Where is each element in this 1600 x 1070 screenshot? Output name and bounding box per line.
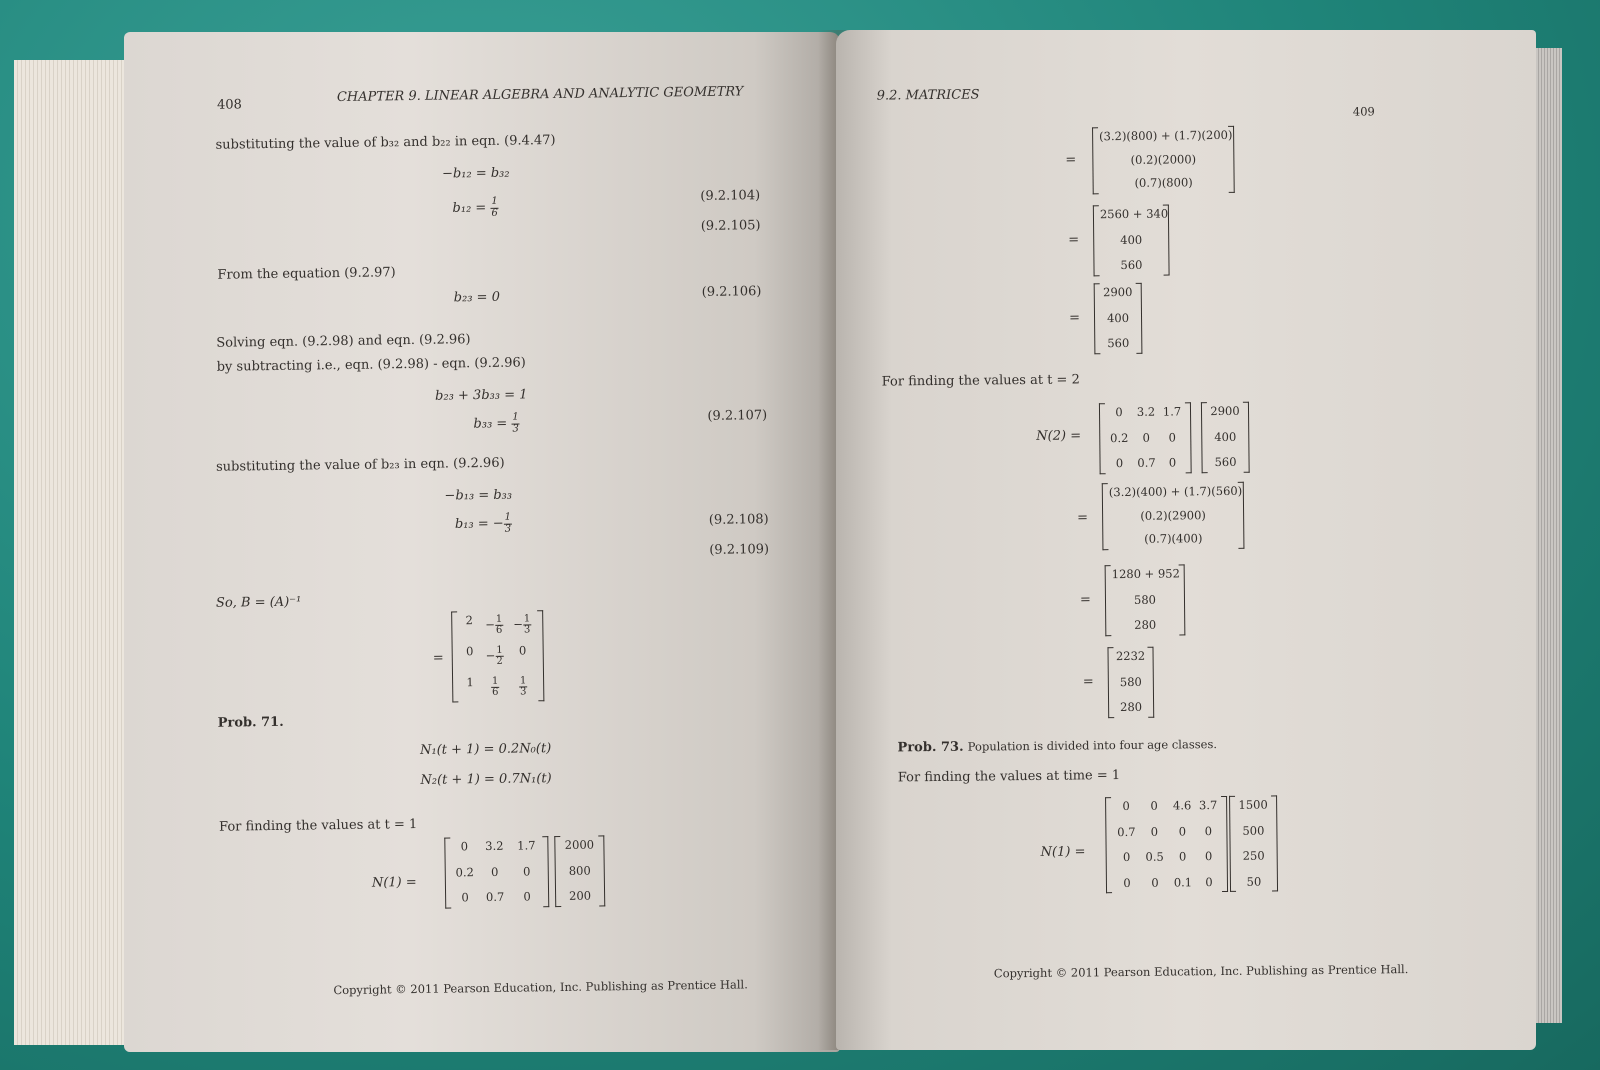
eq-number-104: (9.2.104) xyxy=(700,188,761,204)
step3-vector: 2900 400 560 xyxy=(1101,287,1136,350)
text-finding-t1: For finding the values at t = 1 xyxy=(219,816,418,835)
text-intro-b32: substituting the value of b₃₂ and b₂₂ in eqn. (9.4.47) xyxy=(215,132,556,153)
step4-equals: = xyxy=(1077,510,1089,526)
n2-population-vector: 2900 400 560 xyxy=(1208,406,1243,469)
step2-vector: 2560 + 340 400 560 xyxy=(1099,206,1169,273)
text-subtracting: by subtracting i.e., eqn. (9.2.98) - eqn. (9.2.96) xyxy=(216,355,526,375)
copyright-footer: Copyright © 2011 Pearson Education, Inc. Publishing as Prentice Hall. xyxy=(333,977,748,998)
step4-vector: (3.2)(400) + (1.7)(560) (0.2)(2900) (0.7)(400) xyxy=(1108,483,1243,546)
n1-label: N(1) = xyxy=(371,874,417,891)
n2-transition-matrix: 0 3.2 1.7 0.2 0 0 0 0.7 0 xyxy=(1106,406,1185,469)
step2-equals: = xyxy=(1068,232,1080,248)
copyright-footer: Copyright © 2011 Pearson Education, Inc. Publishing as Prentice Hall. xyxy=(993,962,1409,981)
left-page xyxy=(124,32,840,1052)
step6-vector: 2232 580 280 xyxy=(1115,648,1146,715)
text-solving: Solving eqn. (9.2.98) and eqn. (9.2.96) xyxy=(216,332,471,351)
eq-b23: b₂₃ = 0 xyxy=(453,289,501,306)
eq-n2-recurrence: N₂(t + 1) = 0.7N₁(t) xyxy=(420,771,552,788)
eq-b33: b₃₃ = $\frac{1}{3}$ xyxy=(473,411,519,435)
eq-b13: b₁₃ = − $\frac{1}{3}$ xyxy=(454,511,512,535)
eq-number-107: (9.2.107) xyxy=(707,408,768,424)
eq-b23-3b33: b₂₃ + 3b₃₃ = 1 xyxy=(435,387,528,404)
n2-label: N(2) = xyxy=(1036,428,1082,444)
running-header: 9.2. MATRICES xyxy=(876,87,980,104)
step1-equals: = xyxy=(1065,152,1077,168)
n1-population-vector: 2000 800 200 xyxy=(561,839,598,902)
n1-age-vector: 1500 500 250 50 xyxy=(1236,799,1271,887)
n1-transition-matrix: 0 3.2 1.7 0.2 0 0 0 0.7 0 xyxy=(451,840,542,904)
step6-equals: = xyxy=(1082,674,1094,690)
step5-equals: = xyxy=(1079,592,1091,608)
matrix-b-equals: = xyxy=(432,650,444,666)
text-from-equation: From the equation (9.2.97) xyxy=(217,265,396,283)
step3-equals: = xyxy=(1068,310,1081,326)
page-number: 408 xyxy=(216,97,242,113)
page-number: 409 xyxy=(1352,104,1375,119)
eq-number-105: (9.2.105) xyxy=(700,218,761,234)
text-so-b: So, B = (A)⁻¹ xyxy=(215,594,302,611)
n1-label: N(1) = xyxy=(1040,844,1086,860)
eq-neg-b13: −b₁₃ = b₃₃ xyxy=(444,487,513,504)
eq-number-106: (9.2.106) xyxy=(701,284,762,300)
prob-71-heading: Prob. 71. xyxy=(217,714,284,731)
eq-number-108: (9.2.108) xyxy=(708,512,769,528)
eq-neg-b12: −b₁₂ = b₃₂ xyxy=(441,165,510,182)
matrix-b-inverse: 2 − $\frac{1}{6}$ − $\frac{1}{3}$ 0 − $\frac{1}{2}$ 0 1 $\frac{1}{6}$ $\frac{1}{3}$ xyxy=(458,614,537,698)
text-finding-time1: For finding the values at time = 1 xyxy=(897,768,1121,786)
eq-number-109: (9.2.109) xyxy=(709,542,770,558)
step1-vector: (3.2)(800) + (1.7)(200) (0.2)(2000) (0.7)(800) xyxy=(1099,127,1233,190)
eq-n1-recurrence: N₁(t + 1) = 0.2N₀(t) xyxy=(419,741,552,758)
text-finding-t2: For finding the values at t = 2 xyxy=(881,372,1080,390)
running-header: CHAPTER 9. LINEAR ALGEBRA AND ANALYTIC GEOMETRY xyxy=(336,84,744,106)
eq-b12: b₁₂ = $\frac{1}{6}$ xyxy=(452,195,498,219)
right-page xyxy=(836,30,1536,1050)
n1-leslie-matrix: 0 0 4.6 3.7 0.7 0 0 0 0 0.5 0 0 0 0 0.1 0 xyxy=(1112,800,1221,889)
step5-vector: 1280 + 952 580 280 xyxy=(1111,566,1180,632)
text-intro-b23: substituting the value of b₂₃ in eqn. (9.2.96) xyxy=(215,455,505,475)
prob-73-heading: Prob. 73. Population is divided into four age classes. xyxy=(897,737,1218,756)
